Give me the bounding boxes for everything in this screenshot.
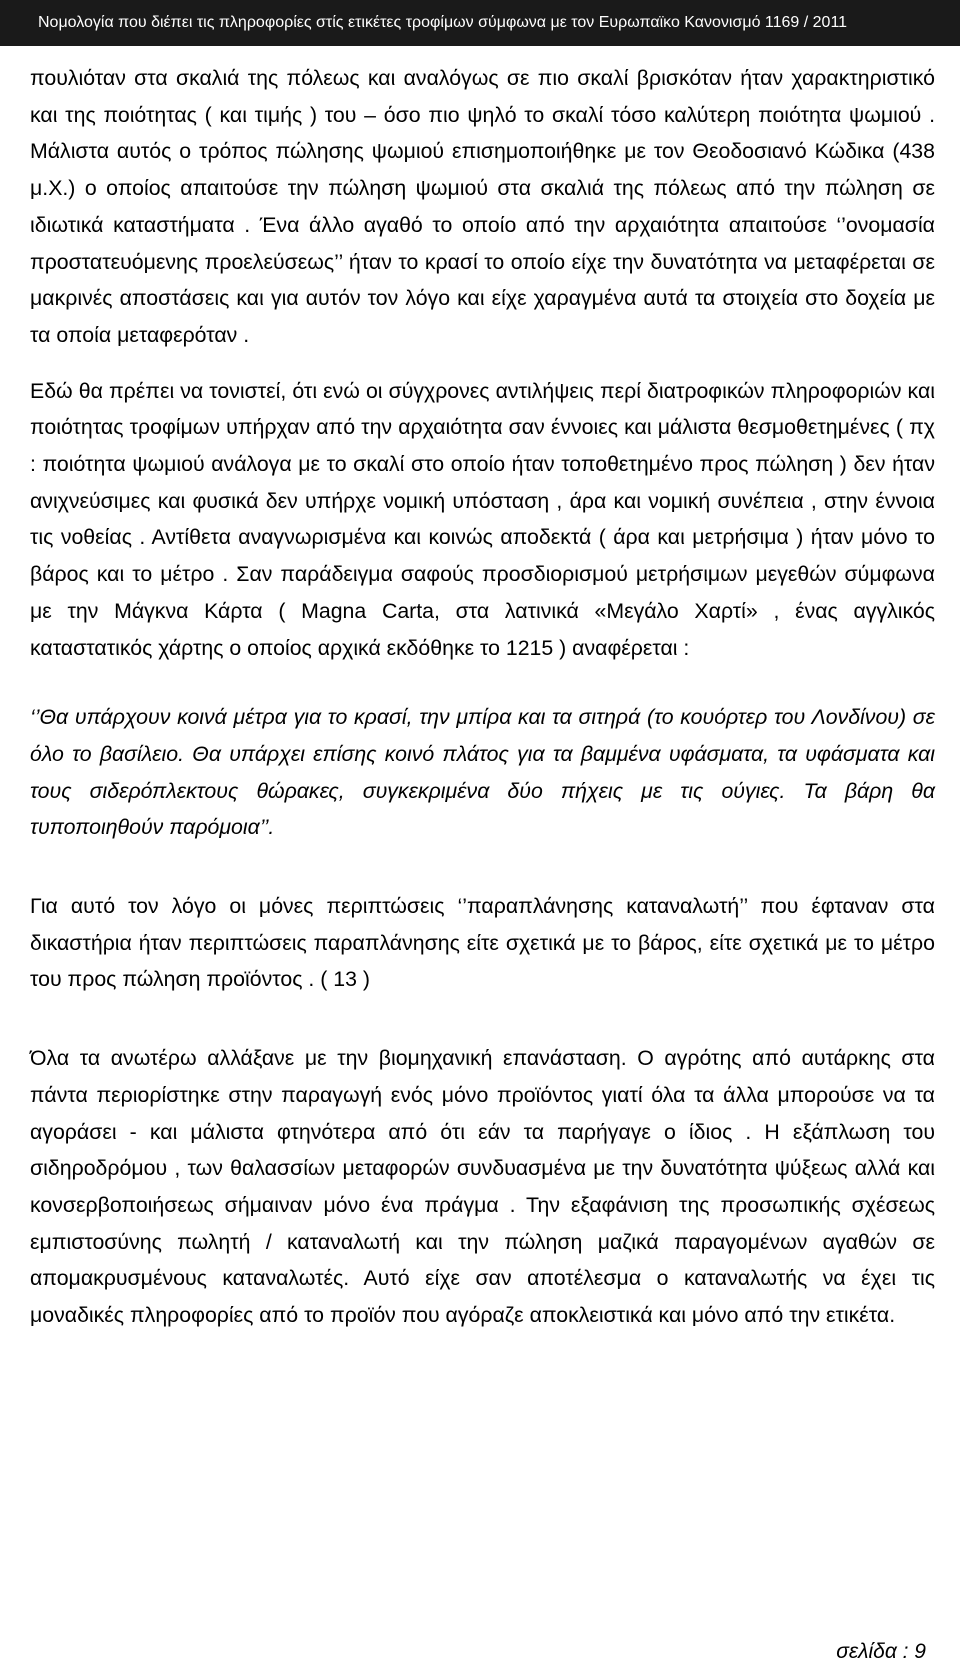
paragraph-2: Εδώ θα πρέπει να τονιστεί, ότι ενώ οι σύγχρονες αντιλήψεις περί διατροφικών πληροφοριών και ποιότητας τροφίμων υπήρχαν από την αρχαιότητα σαν έννοιες και μάλιστα θεσμοθετημένες ( πχ : ποιότητα ψωμιού ανάλογα με το σκαλί στο οποίο ήταν τοποθετημένο προς πώληση ) δεν ήταν ανιχνεύσιμες και φυσικά δεν υπήρχε νομική υπόσταση , άρα και νομική συνέπεια , στην έννοια τις νοθείας . Αντίθετα αναγνωρισμένα και κοινώς αποδεκτά ( άρα και μετρήσιμα ) ήταν μόνο το βάρος και το μέτρο . Σαν παράδειγμα σαφούς προσδιορισμού μετρήσιμων μεγεθών σύμφωνα με την Μάγκνα Κάρτα ( Magna Carta, στα λατινικά «Μεγάλο Χαρτί» , ένας αγγλικός καταστατικός χάρτης ο οποίος αρχικά εκδόθηκε το 1215 ) αναφέρεται : [30, 378, 935, 660]
quote-magna-carta: ‘’Θα υπάρχουν κοινά μέτρα για το κρασί, την μπίρα και τα σιτηρά (το κουόρτερ του Λονδίνου) σε όλο το βασίλειο. Θα υπάρχει επίσης κοινό πλάτος για τα βαμμένα υφάσματα, τα υφάσματα και τους σιδερόπλεκτους θώρακες, συγκεκριμένα δύο πήχεις με τις ούγιες. Τα βάρη θα τυποποιηθούν παρόμοια’’. [30, 705, 935, 840]
document-header [0, 0, 960, 46]
document-body [30, 60, 935, 1334]
header-title: Νομολογία που διέπει τις πληροφορίες στίς ετικέτες τροφίμων σύμφωνα με τον Ευρωπαϊκο Κανονισμό 1169 / 2011 [38, 14, 848, 31]
paragraph-3: Για αυτό τον λόγο οι μόνες περιπτώσεις ‘’παραπλάνησης καταναλωτή’’ που έφταναν στα δικαστήρια ήταν περιπτώσεις παραπλάνησης είτε σχετικά με το βάρος, είτε σχετικά με το μέτρο του προς πώληση προϊόντος . ( 13 ) [30, 894, 935, 992]
paragraph-4: Όλα τα ανωτέρω αλλάξανε με την βιομηχανική επανάσταση. Ο αγρότης από αυτάρκης στα πάντα περιορίστηκε στην παραγωγή ενός μόνο προϊόντος γιατί όλα τα άλλα μπορούσε να τα αγοράσει - και μάλιστα φτηνότερα από ότι εάν τα παρήγαγε ο ίδιος . Η εξάπλωση του σιδηροδρόμου , των θαλασσίων μεταφορών συνδυασμένα με την δυνατότητα ψύξεως αλλά και κονσερβοποιήσεως σήμαιναν μόνο ένα πράγμα . Την εξαφάνιση της προσωπικής σχέσεως εμπιστοσύνης πωλητή / καταναλωτή και την πώληση μαζικά παραγομένων αγαθών σε απομακρυσμένους καταναλωτές. Αυτό είχε σαν αποτέλεσμα ο καταναλωτής να έχει τις μοναδικές πληροφορίες από το προϊόν που αγόραζε αποκλειστικά και μόνο από την ετικέτα. [30, 1046, 935, 1328]
page-number: σελίδα : 9 [836, 1640, 926, 1663]
paragraph-1: πουλιόταν στα σκαλιά της πόλεως και αναλόγως σε πιο σκαλί βρισκόταν ήταν χαρακτηριστικό και της ποιότητας ( και τιμής ) του – όσο πιο ψηλό το σκαλί τόσο καλύτερη ποιότητα ψωμιού . Μάλιστα αυτός ο τρόπος πώλησης ψωμιού επισημοποιήθηκε με τον Θεοδοσιανό Κώδικα (438 μ.Χ.) ο οποίος απαιτούσε την πώληση ψωμιού στα σκαλιά της πόλεως από την πώληση σε ιδιωτικά καταστήματα . Ένα άλλο αγαθό το οποίο από την αρχαιότητα απαιτούσε ‘’ονομασία προστατευόμενης προελεύσεως’’ ήταν το κρασί το οποίο είχε την δυνατότητα να μεταφέρεται σε μακρινές αποστάσεις και για αυτόν τον λόγο και είχε χαραγμένα αυτά τα στοιχεία στο δοχεία με τα οποία μεταφερόταν . [30, 66, 935, 347]
